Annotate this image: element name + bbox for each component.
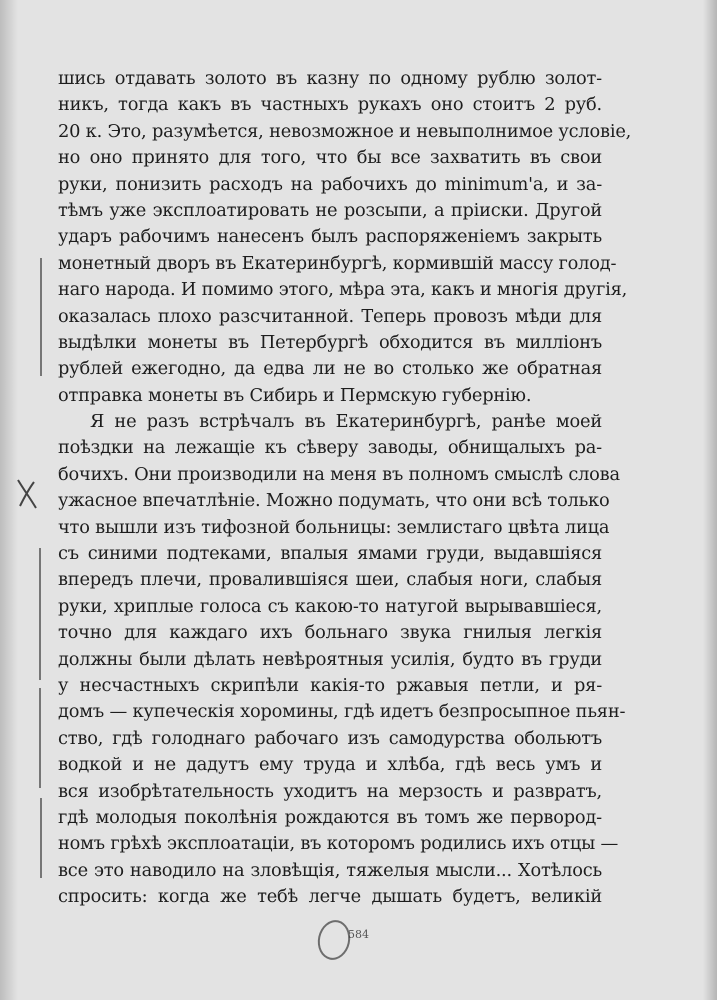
text-line: все это наводило на зловѣщія, тяжелыя мысли... Хотѣлось bbox=[58, 859, 602, 881]
text-line: ударъ рабочимъ нанесенъ былъ распоряженіемъ закрыть bbox=[58, 226, 602, 248]
text-line: руки, хриплые голоса съ какою-то натугой вырывавшіеся, bbox=[58, 595, 602, 617]
text-line: но оно принято для того, что бы все захватить въ свои bbox=[58, 147, 602, 169]
text-line: ство, гдѣ голоднаго рабочаго изъ самодурства обольютъ bbox=[58, 727, 602, 749]
text-line: никъ, тогда какъ въ частныхъ рукахъ оно стоитъ 2 руб. bbox=[58, 94, 602, 116]
text-line: тѣмъ уже эксплоатировать не розсыпи, а пріиски. Другой bbox=[58, 199, 602, 221]
handwritten-circle-mark bbox=[314, 917, 354, 963]
text-line: съ синими подтеками, впалыя ямами груди, выдавшіяся bbox=[58, 543, 602, 565]
text-line: номъ грѣхѣ эксплоатаціи, въ которомъ родились ихъ отцы — bbox=[58, 833, 619, 855]
text-line: выдѣлки монеты въ Петербургѣ обходится въ милліонъ bbox=[58, 331, 602, 353]
text-line: спросить: когда же тебѣ легче дышать будетъ, великій bbox=[58, 886, 602, 908]
text-line: домъ — купеческія хоромины, гдѣ идетъ безпросыпное пьян- bbox=[58, 701, 626, 723]
text-line: руки, понизить расходъ на рабочихъ до minimum'a, и за- bbox=[58, 173, 602, 195]
text-line: отправка монеты въ Сибирь и Пермскую губернію. bbox=[58, 384, 532, 406]
body-text bbox=[58, 66, 632, 911]
text-line: вся изобрѣтательность уходитъ на мерзость и развратъ, bbox=[58, 780, 602, 802]
margin-line-1 bbox=[40, 258, 42, 376]
text-line: ужасное впечатлѣніе. Можно подумать, что они всѣ только bbox=[58, 490, 610, 512]
margin-x-mark bbox=[14, 476, 40, 512]
text-line: монетный дворъ въ Екатеринбургѣ, кормившій массу голод- bbox=[58, 252, 617, 274]
text-line: гдѣ молодыя поколѣнія рождаются въ томъ же первород- bbox=[58, 806, 602, 828]
text-line: водкой и не дадутъ ему труда и хлѣба, гдѣ весь умъ и bbox=[58, 754, 602, 776]
text-line: 20 к. Это, разумѣется, невозможное и невыполнимое условіе, bbox=[58, 120, 632, 142]
margin-line-3 bbox=[39, 688, 41, 788]
text-line: бочихъ. Они производили на меня въ полномъ смыслѣ слова bbox=[58, 463, 620, 485]
text-line: что вышли изъ тифозной больницы: землистаго цвѣта лица bbox=[58, 516, 610, 538]
text-line: у несчастныхъ скрипѣли какія-то ржавыя петли, и ря- bbox=[58, 674, 602, 696]
page-edge-right bbox=[703, 0, 717, 1000]
text-line: точно для каждаго ихъ больнаго звука гнилыя легкія bbox=[58, 622, 602, 644]
text-line: Я не разъ встрѣчалъ въ Екатеринбургѣ, ранѣе моей bbox=[90, 411, 602, 433]
margin-line-4 bbox=[40, 798, 42, 878]
text-line: оказалась плохо разсчитанной. Теперь провозъ мѣди для bbox=[58, 305, 602, 327]
text-line: наго народа. И помимо этого, мѣра эта, какъ и многія другія, bbox=[58, 279, 628, 301]
text-line: поѣздки на лежащіе къ сѣверу заводы, обнищалыхъ ра- bbox=[58, 437, 602, 459]
page-number: 584 bbox=[348, 928, 369, 941]
margin-line-2 bbox=[39, 548, 41, 680]
text-line: впередъ плечи, провалившіяся шеи, слабыя ноги, слабыя bbox=[58, 569, 602, 591]
text-line: должны были дѣлать невѣроятныя усилія, будто въ груди bbox=[58, 648, 602, 670]
text-line: шись отдавать золото въ казну по одному рублю золот- bbox=[58, 68, 602, 89]
text-line: рублей ежегодно, да едва ли не во столько же обратная bbox=[58, 358, 602, 380]
